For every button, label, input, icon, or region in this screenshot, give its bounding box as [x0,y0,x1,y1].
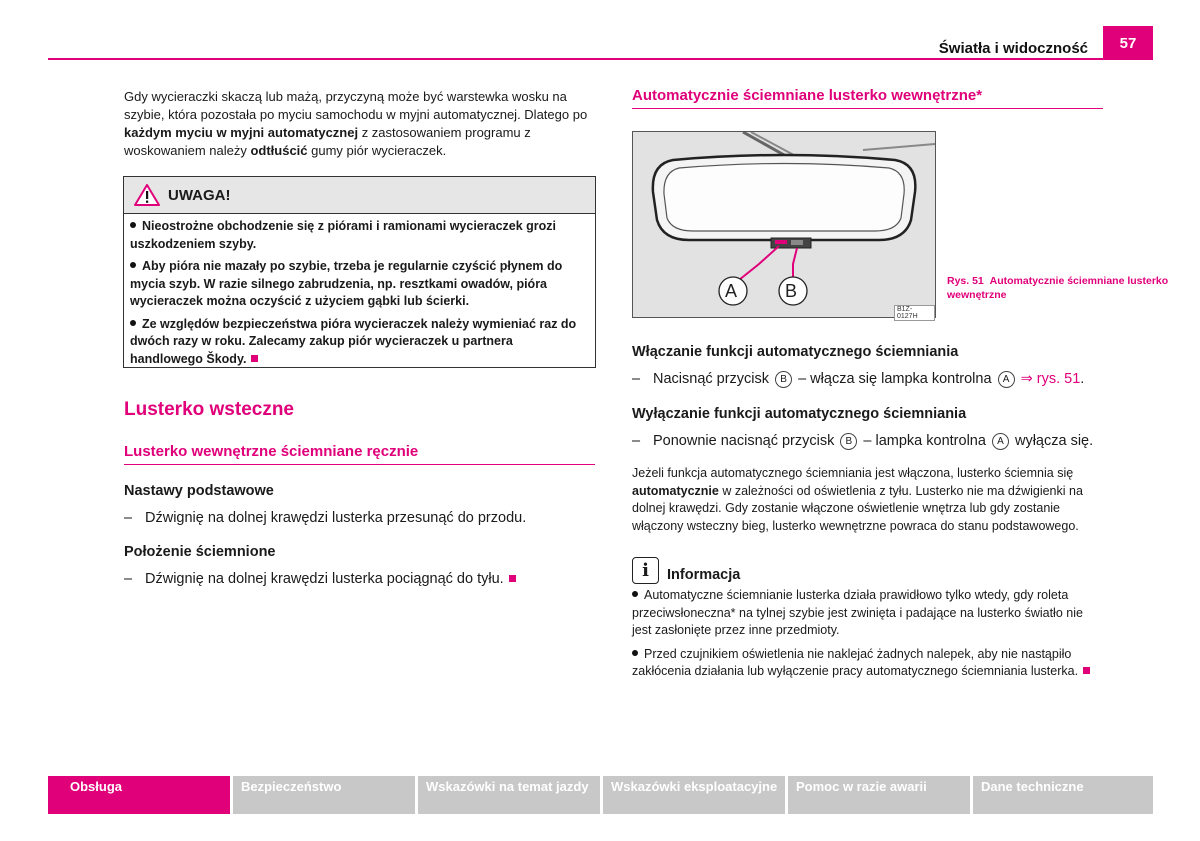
end-marker-icon [509,575,516,582]
warning-item [124,218,595,253]
info-title: Informacja [667,567,741,583]
end-marker-icon [251,355,258,362]
end-marker-icon [1083,667,1090,674]
description-text-2: w zależności od oświetlenia z tyłu. Lusterko nie ma dźwigienki na dolnej krawędzi. Gdy zostanie włączone oświetlenie wnętrza lub gdy zostanie włączony wsteczny bieg, lusterko wewnętrzne powraca do stanu podstawowego. [632,483,1083,533]
chapter-title: Lusterko wsteczne [124,399,294,420]
figure-caption-text: Automatycznie ściemniane lusterko wewnętrzne [947,275,1169,301]
lamp-a-symbol: A [992,433,1009,450]
subsection-title: Nastawy podstawowe [124,483,274,499]
figure-reference-link[interactable]: ⇒ rys. 51 [1020,371,1081,387]
figure-label-b: B [785,281,798,301]
step-text: Dźwignię na dolnej krawędzi lusterka pociągnąć do tyłu. [145,571,504,587]
intro-bold-1: każdym myciu w myjni automatycznej [124,125,359,140]
step-text: Dźwignię na dolnej krawędzi lusterka przesunąć do przodu. [145,510,527,526]
step-text: Nacisnąć przycisk [653,371,770,387]
tab-pomoc-awarii[interactable]: Pomoc w razie awarii [788,776,970,814]
section-rule-right [632,108,1103,109]
step-text: . [1080,371,1085,387]
bullet-icon [130,262,136,268]
figure-caption [947,274,1200,302]
info-item [632,587,1104,640]
bullet-icon [130,222,136,228]
intro-paragraph [124,88,594,160]
intro-text-2: z zastosowaniem programu z woskowaniem należy [124,125,531,158]
tab-dane-techniczne[interactable]: Dane techniczne [973,776,1153,814]
mirror-illustration [633,132,935,317]
bullet-icon [632,591,638,597]
description-paragraph [632,465,1104,535]
figure-caption-number: Rys. 51 [947,275,984,287]
chapter-header-title: Światła i widoczność [938,40,1088,57]
subsection-title: Położenie ściemnione [124,544,276,560]
footer-tabs [48,776,1153,814]
bullet-icon [632,650,638,656]
figure-code: B1Z-0127H [894,305,935,321]
info-item-text: Automatyczne ściemnianie lusterka działa prawidłowo tylko wtedy, gdy roleta przeciwsłoneczna* na tylnej szybie jest zwinięta i padające na lusterko światło nie jest zasłonięte przez inne przedmioty. [632,588,1083,637]
warning-item [124,316,595,369]
description-bold: automatycznie [632,483,719,498]
lamp-a-symbol: A [998,371,1015,388]
warning-item-text: Ze względów bezpieczeństwa pióra wycieraczek należy wymieniać raz do dwóch razy w roku. Zalecamy zakup piór wycieraczek u partnera handlowego Škody. [130,316,577,366]
section-rule-left [124,464,595,465]
info-box [632,587,1104,681]
step-text: – lampka kontrolna [863,433,986,449]
intro-text-3: gumy piór wycieraczek. [307,143,447,158]
step-item [124,569,594,589]
dash-marker: – [632,371,641,387]
dash-marker: – [124,510,133,526]
section-title-right: Automatycznie ściemniane lusterko wewnętrzne* [632,87,983,104]
info-icon: i [632,557,659,584]
intro-text-1: Gdy wycieraczki skaczą lub mażą, przyczyną może być warstewka wosku na szybie, która pozostała po myciu samochodu w myjni automatycznej. Dlatego po [124,89,588,122]
step-text: – włącza się lampka kontrolna [798,371,992,387]
warning-title: UWAGA! [168,186,231,204]
figure-label-a: A [725,281,738,301]
warning-header [124,177,595,214]
tab-obsluga[interactable]: Obsługa [48,776,230,814]
section-title-left: Lusterko wewnętrzne ściemniane ręcznie [124,443,419,460]
tab-wskazowki-jazdy[interactable]: Wskazówki na temat jazdy [418,776,600,814]
button-b-symbol: B [840,433,857,450]
step-text: Ponownie nacisnąć przycisk [653,433,835,449]
header-rule [48,58,1153,60]
warning-item [124,258,595,311]
step-text: wyłącza się. [1014,433,1094,449]
page-number: 57 [1103,26,1153,60]
warning-box [123,176,596,368]
step-item [124,508,594,528]
info-item [632,646,1104,681]
warning-triangle-icon [134,184,160,206]
subsection-title: Wyłączanie funkcji automatycznego ściemniania [632,406,967,422]
subsection-title: Włączanie funkcji automatycznego ściemniania [632,344,959,360]
bullet-icon [130,320,136,326]
description-text-1: Jeżeli funkcja automatycznego ściemniania jest włączona, lusterko ściemnia się [632,466,1074,480]
step-item [632,431,1102,451]
step-item [632,369,1102,389]
tab-wskazowki-eksploatacyjne[interactable]: Wskazówki eksploatacyjne [603,776,785,814]
warning-item-text: Aby pióra nie mazały po szybie, trzeba je regularnie czyścić płynem do mycia szyb. W razie silnego zabrudzenia, np. resztkami owadów, pióra wycieraczek można oczyścić z użyciem gąbki lub ścierki. [130,259,563,308]
info-item-text: Przed czujnikiem oświetlenia nie naklejać żadnych nalepek, aby nie nastąpiło zakłócenia działania lub wyłączenie pracy automatycznego ściemniania lusterka. [632,646,1079,678]
tab-bezpieczenstwo[interactable]: Bezpieczeństwo [233,776,415,814]
button-b-symbol: B [775,371,792,388]
dash-marker: – [124,571,133,587]
warning-item-text: Nieostrożne obchodzenie się z piórami i ramionami wycieraczek grozi uszkodzeniem szyby. [130,219,557,251]
mirror-figure [632,131,936,318]
dash-marker: – [632,433,641,449]
intro-bold-2: odtłuścić [250,143,308,158]
